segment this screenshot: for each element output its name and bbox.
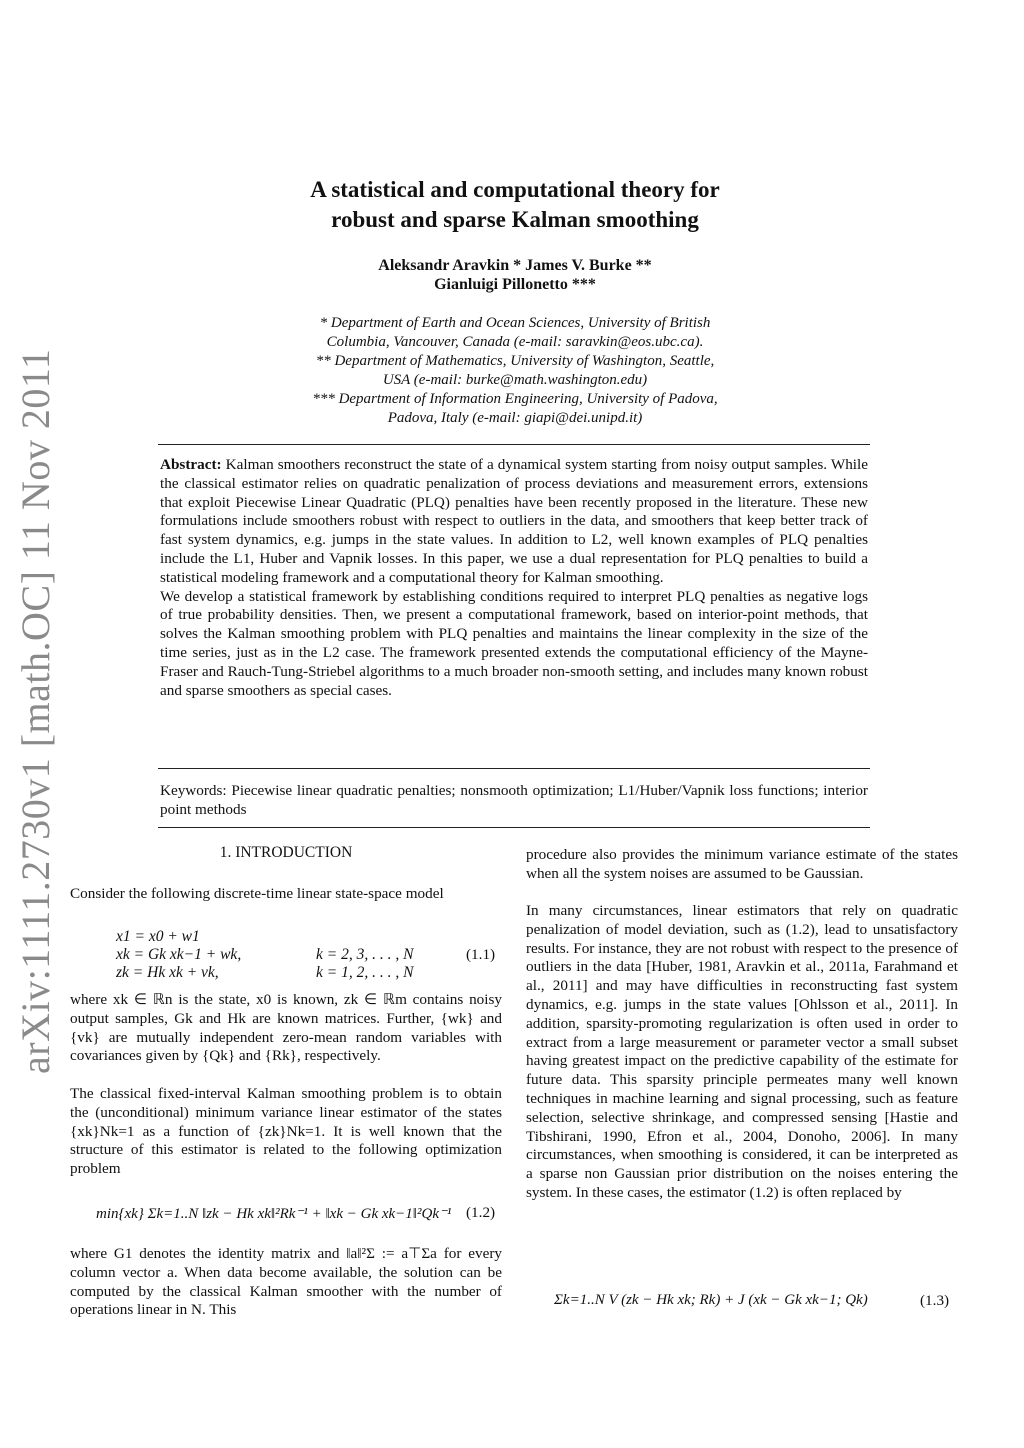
paper-title-line-1: A statistical and computational theory for (310, 177, 720, 202)
body-paragraph: where G1 denotes the identity matrix and ‖a‖²Σ := a⊤Σa for every column vector a. When data become available, the solution can be computed by the classical Kalman smoother with the number of operations linear in N. This (70, 1245, 502, 1319)
authors-line-2: Gianluigi Pillonetto *** (434, 276, 596, 293)
affiliation-line: * Department of Earth and Ocean Sciences, University of British (319, 315, 711, 331)
affiliation-line: *** Department of Information Engineering, University of Padova, (312, 391, 718, 407)
equation-1-1-line-2: xk = Gk xk−1 + wk, (116, 946, 242, 963)
affiliation-line: USA (e-mail: burke@math.washington.edu) (382, 372, 648, 388)
authors-line-1: Aleksandr Aravkin * James V. Burke ** (378, 257, 652, 274)
affiliation-line: Padova, Italy (e-mail: giapi@dei.unipd.it) (387, 410, 643, 426)
abstract-paragraph-2: We develop a statistical framework by establishing conditions required to interpret PLQ penalties as negative logs of true probability densities. Then, we present a computational framework, based on interior-point methods, that solves the Kalman smoothing problem with PLQ penalties and maintains the linear complexity in the size of the time series, just as in the L2 case. The framework presented extends the computational efficiency of the Mayne-Fraser and Rauch-Tung-Striebel algorithms to a much broader non-smooth setting, and includes many known robust and sparse smoothers as special cases. (160, 587, 868, 699)
abstract (160, 456, 868, 700)
equation-1-3: Σk=1..N V (zk − Hk xk; Rk) + J (xk − Gk xk−1; Qk) (554, 1292, 868, 1308)
equation-number: (1.3) (920, 1292, 950, 1309)
equation-1-1-line-1: x1 = x0 + w1 (116, 928, 200, 945)
affiliation-line: ** Department of Mathematics, University of Washington, Seattle, (315, 353, 715, 369)
equation-number: (1.2) (466, 1204, 496, 1221)
arxiv-identifier: arXiv:1111.2730v1 [math.OC] 11 Nov 2011 (13, 348, 58, 1074)
divider (158, 827, 870, 828)
equation-1-1-range-1: k = 2, 3, . . . , N (316, 946, 414, 963)
affiliation-line: Columbia, Vancouver, Canada (e-mail: saravkin@eos.ubc.ca). (326, 334, 704, 350)
divider (158, 768, 870, 769)
divider (158, 444, 870, 445)
paper-title-line-2: robust and sparse Kalman smoothing (331, 207, 699, 232)
equation-number: (1.1) (466, 946, 496, 963)
section-heading: 1. INTRODUCTION (219, 844, 353, 861)
body-paragraph: The classical fixed-interval Kalman smoothing problem is to obtain the (unconditional) minimum variance linear estimator of the states {xk}Nk=1 as a function of {zk}Nk=1. It is well known that the structure of this estimator is related to the following optimization problem (70, 1085, 502, 1178)
equation-1-2: min{xk} Σk=1..N ‖zk − Hk xk‖²Rk⁻¹ + ‖xk − Gk xk−1‖²Qk⁻¹ (96, 1206, 452, 1222)
abstract-paragraph-1 (160, 456, 868, 588)
intro-paragraph: Consider the following discrete-time linear state-space model (70, 885, 444, 902)
body-paragraph: procedure also provides the minimum variance estimate of the states when all the system noises are assumed to be Gaussian. (526, 846, 958, 882)
equation-1-1-line-3: zk = Hk xk + vk, (116, 964, 219, 981)
body-paragraph: In many circumstances, linear estimators that rely on quadratic penalization of model deviation, such as (1.2), lead to unsatisfactory results. For instance, they are not robust with respect to the presence of outliers in the data [Huber, 1981, Aravkin et al., 2011a, Farahmand et al., 2011] and may have difficulties in reconstructing fast system dynamics, e.g. jumps in the state values [Ohlsson et al., 2011]. In addition, sparsity-promoting regularization is often used in order to extract from a large measurement or parameter vector a small subset having greatest impact on the predictive capability of the estimate for future data. This sparsity principle permeates many well known techniques in machine learning and signal processing, such as feature selection, selective shrinkage, and compressed sensing [Hastie and Tibshirani, 1990, Efron et al., 2004, Donoho, 2006]. In many circumstances, when smoothing is considered, it can be interpreted as a sparse non Gaussian prior distribution on the noises entering the system. In these cases, the estimator (1.2) is often replaced by (526, 902, 958, 1201)
keywords: Keywords: Piecewise linear quadratic penalties; nonsmooth optimization; L1/Huber/Vapnik loss functions; interior point methods (160, 782, 868, 818)
abstract-label: Abstract: (160, 456, 222, 473)
body-paragraph: where xk ∈ ℝn is the state, x0 is known, zk ∈ ℝm contains noisy output samples, Gk and Hk are known matrices. Further, {wk} and {vk} are mutually independent zero-mean random variables with covariances given by {Qk} and {Rk}, respectively. (70, 991, 502, 1065)
equation-1-1-range-2: k = 1, 2, . . . , N (316, 964, 414, 981)
abstract-text-1: Kalman smoothers reconstruct the state of a dynamical system starting from noisy output samples. While the classical estimator relies on quadratic penalization of process deviations and measurement errors, extensions that exploit Piecewise Linear Quadratic (PLQ) penalties have been recently proposed in the literature. These new formulations include smoothers robust with respect to outliers in the data, and smoothers that keep better track of fast system dynamics, e.g. jumps in the state values. In addition to L2, well known examples of PLQ penalties include the L1, Huber and Vapnik losses. In this paper, we use a dual representation for PLQ penalties to build a statistical modeling framework and a computational theory for Kalman smoothing. (160, 456, 868, 586)
